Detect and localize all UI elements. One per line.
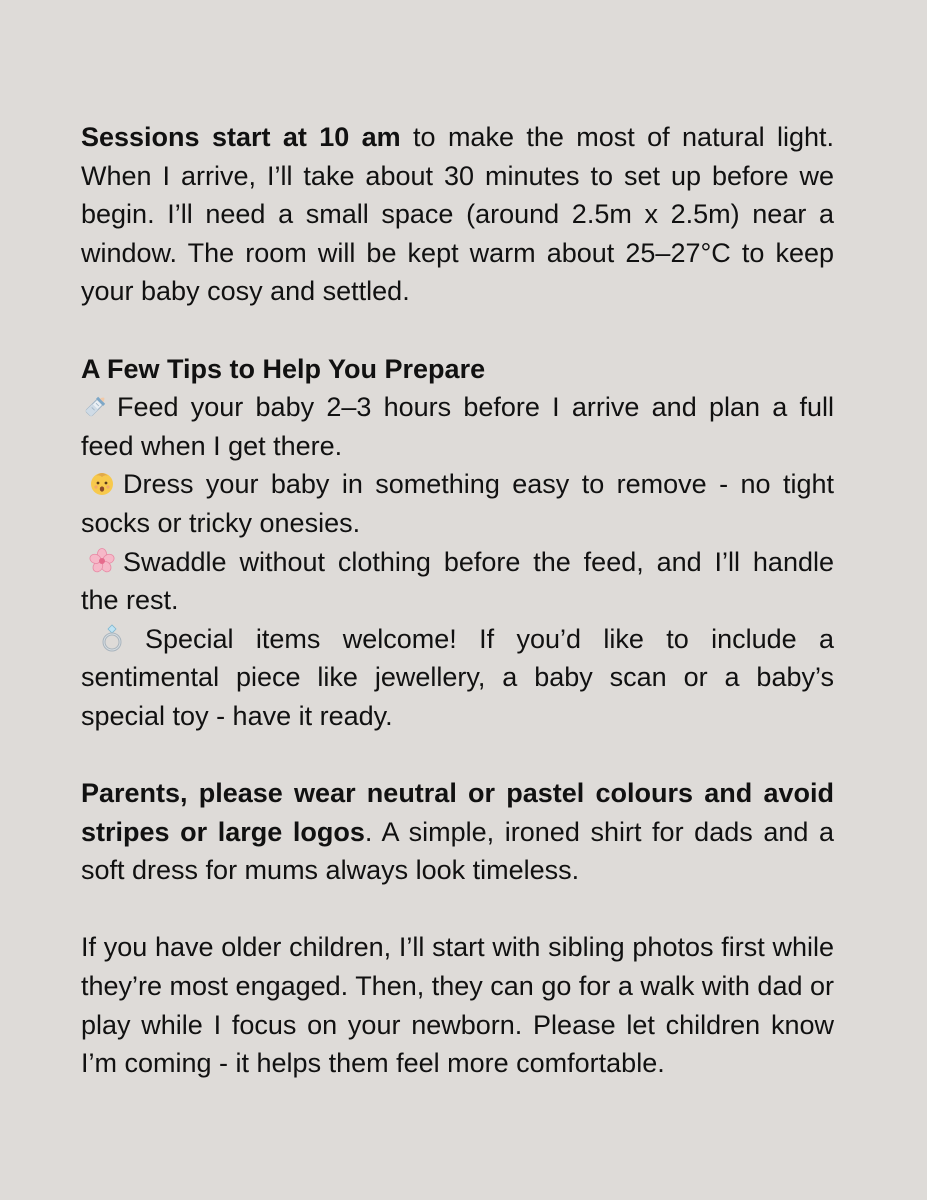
spacer [81, 311, 834, 350]
tip-text: Feed your baby 2–3 hours before I arrive and plan a full feed when I get there. [81, 392, 834, 461]
siblings-paragraph: If you have older children, I’ll start with sibling photos first while they’re most engaged. Then, they can go for a walk with dad or play while I focus on your newborn. Please let children know I’m coming - it helps them feel more comfortable. [81, 932, 834, 1079]
tip-item [81, 620, 834, 736]
tips-heading: A Few Tips to Help You Prepare [81, 353, 486, 384]
ring-icon [97, 623, 127, 653]
parents-paragraph [81, 774, 834, 890]
baby-bottle-icon [81, 391, 111, 421]
intro-text: to make the most of natural light. When I arrive, I’ll take about 30 minutes to set up before we begin. I’ll need a small space (around 2.5m x 2.5m) near a window. The room will be kept warm about 25–27°C to keep your baby cosy and settled. [81, 122, 835, 307]
document-body [81, 118, 834, 1083]
spacer [81, 890, 834, 929]
tip-item [81, 388, 834, 465]
tip-text: Special items welcome! If you’d like to include a sentimental piece like jewellery, a baby scan or a baby’s special toy - have it ready. [81, 623, 834, 731]
parents-bold-lead: Parents, please wear neutral or pastel colours and avoid stripes or large logos [81, 778, 834, 847]
parents-text: . A simple, ironed shirt for dads and a soft dress for mums always look timeless. [81, 816, 835, 886]
tip-item [81, 465, 834, 542]
spacer [81, 736, 834, 775]
intro-bold-lead: Sessions start at 10 am [81, 122, 401, 152]
tip-text: Dress your baby in something easy to remove - no tight socks or tricky onesies. [81, 469, 834, 538]
baby-face-icon [87, 468, 117, 498]
tip-item [81, 543, 834, 620]
cherry-blossom-icon [87, 546, 117, 576]
intro-paragraph [81, 118, 834, 311]
tip-text: Swaddle without clothing before the feed, and I’ll handle the rest. [81, 546, 834, 616]
